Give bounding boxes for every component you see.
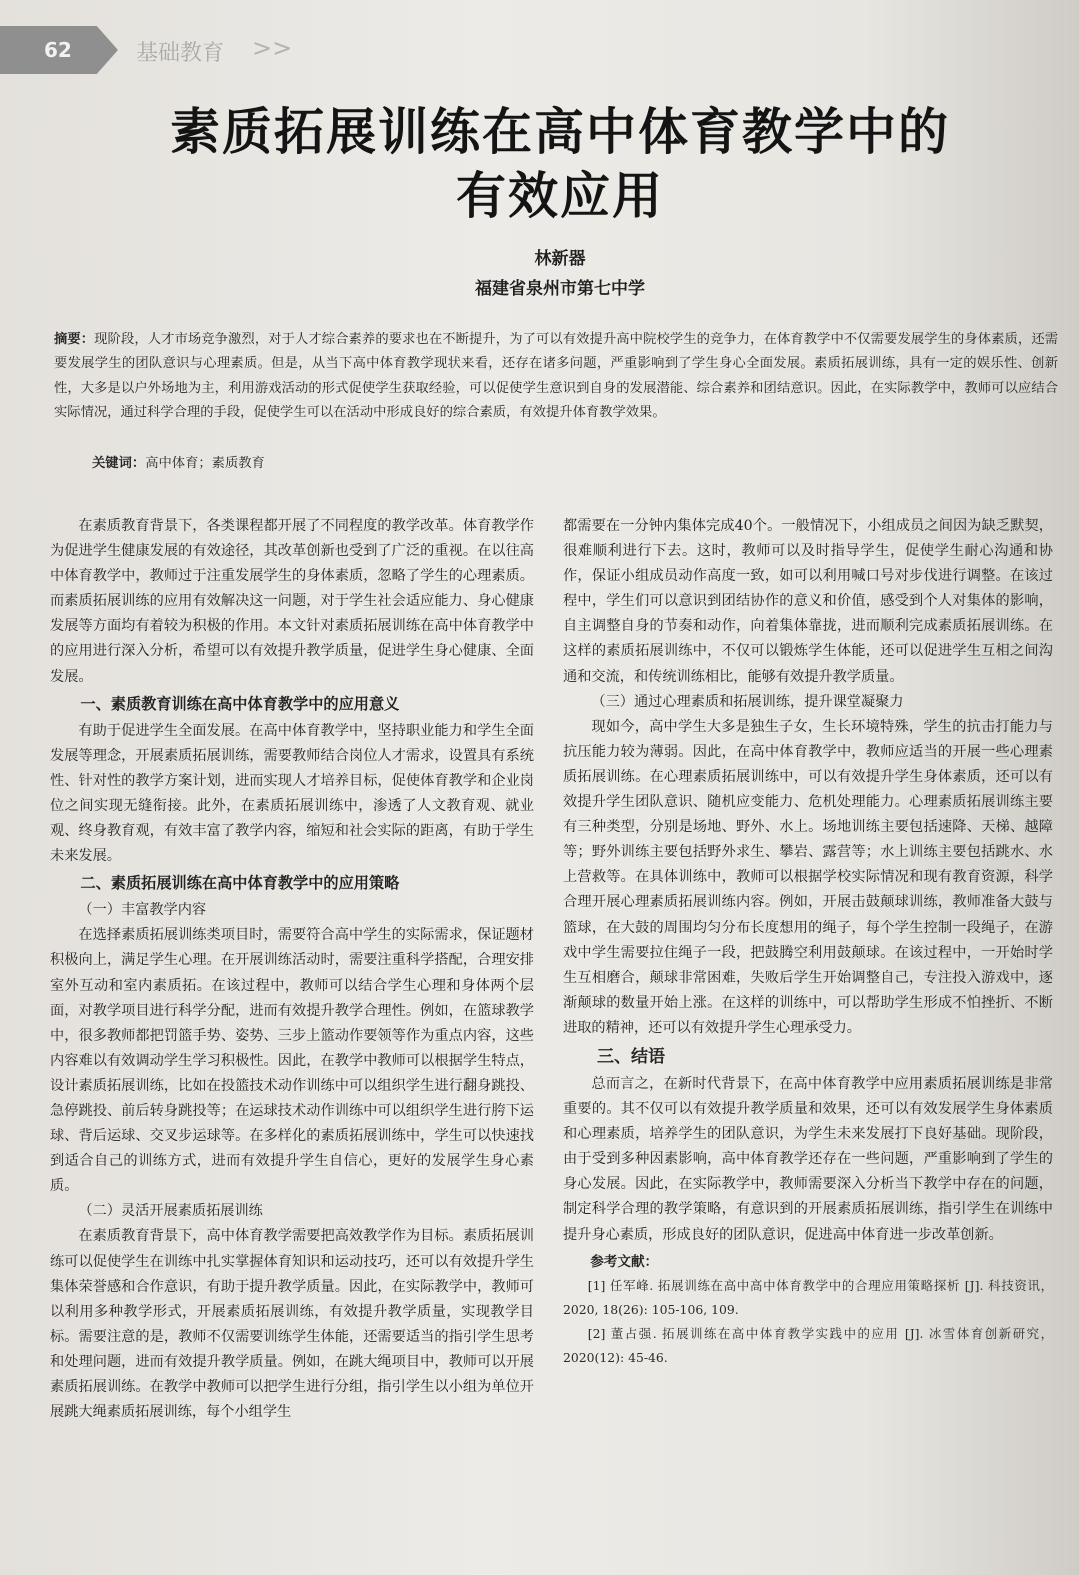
author-name: 林新器	[534, 249, 586, 269]
abstract	[54, 328, 1058, 426]
paragraph-significance: 有助于促进学生全面发展。在高中体育教学中，坚持职业能力和学生全面发展等理念，开展素质拓展训练，需要教师结合岗位人才需求，设置具有系统性、针对性的教学方案计划，进而实现人才培养目标，促使体育教学和企业岗位之间实现无缝衔接。此外，在素质拓展训练中，渗透了人文教育观、就业观、终身教育观，有效丰富了教学内容，缩短和社会实际的距离，有助于学生未来发展。	[50, 722, 534, 865]
subsection-heading-2-3: （三）通过心理素质和拓展训练，提升课堂凝聚力	[591, 693, 904, 710]
subsection-heading-2-1: （一）丰富教学内容	[78, 902, 207, 919]
abstract-text: 现阶段，人才市场竞争激烈，对于人才综合素养的要求也在不断提升，为了可以有效提升高中院校学生的竞争力，在体育教学中不仅需要发展学生的身体素质，还需要发展学生的团队意识与心理素质。但是，从当下高中体育教学现状来看，还存在诸多问题，严重影响到了学生身心全面发展。素质拓展训练，具有一定的娱乐性、创新性，大多是以户外场地为主，利用游戏活动的形式促使学生获取经验，可以促使学生意识到自身的发展潜能、综合素养和团结意识。因此，在实际教学中，教师可以应结合实际情况，通过科学合理的手段，促使学生可以在活动中形成良好的综合素质，有效提升体育教学效果。	[54, 332, 1059, 421]
keywords-text: 高中体育；素质教育	[145, 456, 265, 471]
reference-item: [2] 董占强. 拓展训练在高中体育教学实践中的应用 [J]. 冰雪体育创新研究，2020(12): 45-46.	[563, 1325, 1053, 1365]
paragraph-conclusion: 总而言之，在新时代背景下，在高中体育教学中应用素质拓展训练是非常重要的。其不仅可以有效提升教学质量和效果，还可以有效发展学生身体素质和心理素质，培养学生的团队意识，为学生未来发展打下良好基础。现阶段，由于受到多种因素影响，高中体育教学还存在一些问题，严重影响到了学生的身心发展。因此，在实际教学中，教师需要深入分析当下教学中存在的问题，制定科学合理的教学策略，有意识到的开展素质拓展训练，指引学生在训练中提升身心素质，形成良好的团队意识，促进高中体育进一步改革创新。	[563, 1075, 1053, 1243]
subsection-heading-2-2: （二）灵活开展素质拓展训练	[78, 1203, 263, 1220]
intro-paragraph: 在素质教育背景下，各类课程都开展了不同程度的教学改革。体育教学作为促进学生健康发展的有效途径，其改革创新也受到了广泛的重视。在以往高中体育教学中，教师过于注重发展学生的身体素质，忽略了学生的心理素质。而素质拓展训练的应用有效解决这一问题，对于学生社会适应能力、身心健康发展等方面均有着较为积极的作用。本文针对素质拓展训练在高中体育教学中的应用进行深入分析，希望可以有效提升教学质量，促进学生身心健康、全面发展。	[50, 518, 534, 685]
section-heading-3: 三、结语	[597, 1046, 665, 1067]
author-affiliation: 福建省泉州市第七中学	[475, 279, 645, 299]
references-heading: 参考文献：	[590, 1253, 659, 1270]
chevron-right-icon: >>	[252, 34, 293, 62]
article-title-line-2: 有效应用	[456, 167, 664, 225]
left-column	[50, 514, 534, 1425]
keywords	[92, 452, 265, 476]
paragraph-content: 在选择素质拓展训练类项目时，需要符合高中学生的实际需求，保证题材积极向上，满足学生心理。在开展训练活动时，需要注重科学搭配，合理安排室外互动和室内素质拓。在该过程中，教师可以结合学生心理和身体两个层面，对教学项目进行科学分配，进而有效提升教学合理性。例如，在篮球教学中，很多教师都把罚篮手势、姿势、三步上篮动作要领等作为重点内容，这些内容难以有效调动学生学习积极性。因此，在教学中教师可以根据学生特点，设计素质拓展训练，比如在投篮技术动作训练中可以组织学生进行翻身跳投、急停跳投、前后转身跳投等；在运球技术动作训练中可以组织学生进行胯下运球、背后运球、交叉步运球等。在多样化的素质拓展训练中，学生可以快速找到适合自己的训练方式，进而有效提升学生自信心，更好的发展学生身心素质。	[50, 927, 534, 1195]
journal-section-name: 基础教育	[136, 41, 225, 66]
section-heading-2: 二、素质拓展训练在高中体育教学中的应用策略	[80, 874, 400, 893]
abstract-label: 摘要：	[54, 332, 95, 347]
right-column	[563, 514, 1053, 1370]
keywords-label: 关键词：	[92, 456, 146, 471]
paragraph-flexible-training: 在素质教育背景下，高中体育教学需要把高效教学作为目标。素质拓展训练可以促使学生在训练中扎实掌握体育知识和运动技巧，还可以有效提升学生集体荣誉感和合作意识，有助于提升教学质量。因此，在实际教学中，教师可以利用多种教学形式，开展素质拓展训练，有效提升教学质量，实现教学目标。需要注意的是，教师不仅需要训练学生体能，还需要适当的指引学生思考和处理问题，进而有效提升教学质量。例如，在跳大绳项目中，教师可以开展素质拓展训练。在教学中教师可以把学生进行分组，指引学生以小组为单位开展跳大绳素质拓展训练，每个小组学生	[50, 1228, 534, 1421]
paragraph-continued: 都需要在一分钟内集体完成40个。一般情况下，小组成员之间因为缺乏默契，很难顺利进行下去。这时，教师可以及时指导学生，促使学生耐心沟通和协作，保证小组成员动作高度一致，如可以利用喊口号对步伐进行调整。在该过程中，学生们可以意识到团结协作的意义和价值，感受到个人对集体的影响，自主调整自身的节奏和动作，向着集体靠拢，进而顺利完成素质拓展训练。在这样的素质拓展训练中，不仅可以锻炼学生体能，还可以促进学生互相之间沟通和交流，和传统训练相比，能够有效提升教学质量。	[563, 518, 1053, 685]
reference-item: [1] 任军峰. 拓展训练在高中高中体育教学中的合理应用策略探析 [J]. 科技资讯，2020, 18(26): 105-106, 109.	[563, 1277, 1053, 1317]
paragraph-psychological-training: 现如今，高中学生大多是独生子女，生长环境特殊，学生的抗击打能力与抗压能力较为薄弱。因此，在高中体育教学中，教师应适当的开展一些心理素质拓展训练。在心理素质拓展训练中，可以有效提升学生身体素质，还可以有效提升学生团队意识、随机应变能力、危机处理能力。心理素质拓展训练主要有三种类型，分别是场地、野外、水上。场地训练主要包括速降、天梯、越障等；野外训练主要包括野外求生、攀岩、露营等；水上训练主要包括跳水、水上营救等。在具体训练中，教师可以根据学校实际情况和现有教育资源，科学合理开展心理素质拓展训练内容。例如，开展击鼓颠球训练，教师准备大鼓与篮球，在大鼓的周围均匀分布长度想用的绳子，每个学生控制一段绳子，在游戏中学生需要拉住绳子一段，把鼓腾空利用鼓颠球。在该过程中，一开始时学生互相磨合，颠球非常困难，失败后学生开始调整自己，专注投入游戏中，逐渐颠球的数量开始上涨。在这样的训练中，可以帮助学生形成不怕挫折、不断进取的精神，还可以有效提升学生心理承受力。	[563, 718, 1053, 1036]
section-heading-1: 一、素质教育训练在高中体育教学中的应用意义	[80, 694, 400, 713]
article-title-line-1: 素质拓展训练在高中体育教学中的	[170, 103, 950, 161]
page-number: 62	[44, 38, 72, 62]
